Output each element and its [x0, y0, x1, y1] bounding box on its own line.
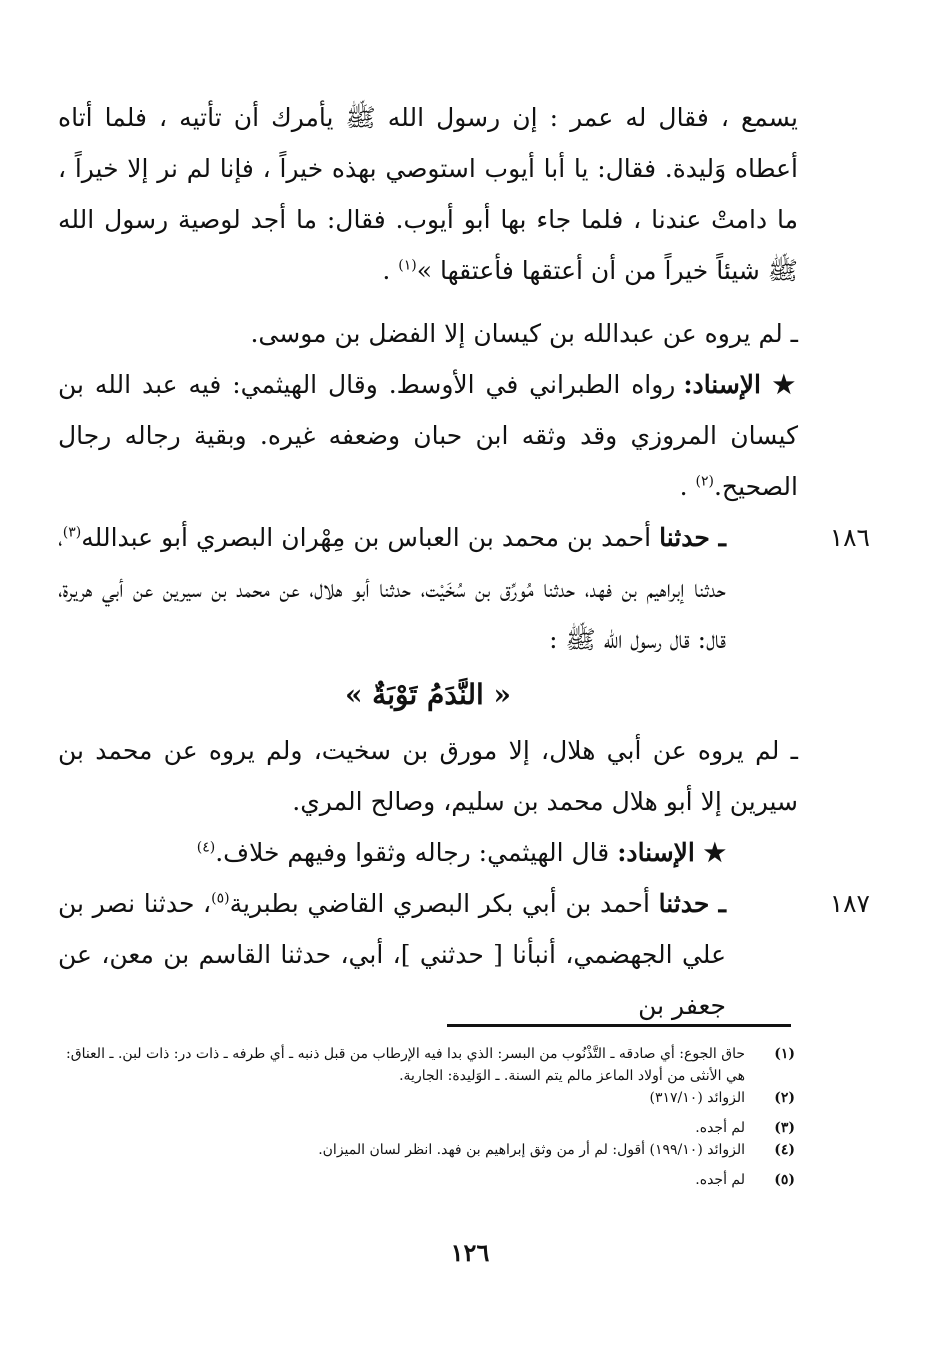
page-number: ١٢٦ [450, 1238, 490, 1267]
hadith-number: ١٨٦ [829, 523, 870, 552]
footnote-number: (٢) [774, 1090, 795, 1106]
isnad-label: ★ الإسناد: [617, 838, 726, 867]
footnote-item [55, 1117, 795, 1139]
hadith-186-note: ـ لم يروه عن أبي هلال، إلا مورق بن سخيت، ولم يروه عن محمد بن سيرين إلا أبو هلال محمد بن سليم، وصالح المري. [58, 736, 798, 816]
hadith-text: أحمد بن محمد بن العباس بن مِهْران البصري أبو عبدالله [81, 523, 660, 552]
opening-paragraph-text: يسمع ، فقال له عمر : إن رسول الله ﷺ يأمرك أن تأتيه ، فلما أتاه أعطاه وَليدة. فقال: يا أبا أيوب استوصي بهذه خيراً ، فإنا لم نر إلا خيراً ، ما دامتْ عندنا ، فلما جاء بها أبو أيوب. فقال: ما أجد لوصية رسول الله ﷺ شيئاً خيراً من أن أعتقها فأعتقها » [58, 103, 798, 285]
hadith-186 [58, 512, 870, 665]
opening-paragraph [58, 92, 798, 296]
opening-paragraph-end: . [382, 256, 399, 285]
isnad-note-2 [58, 827, 798, 878]
footnote-ref-4: (٤) [196, 839, 216, 856]
footnote-text: لم أجده. [695, 1120, 745, 1136]
footnote-ref-5: (٥) [211, 890, 230, 907]
footnote-number: (٥) [774, 1172, 795, 1188]
hadith-187 [58, 878, 870, 1031]
transmission-note: ـ لم يروه عن عبدالله بن كيسان إلا الفضل بن موسى. [250, 319, 798, 348]
footnotes [55, 1043, 795, 1191]
footnote-ref-1: (١) [398, 257, 417, 274]
footnote-ref-3: (٣) [62, 524, 82, 541]
footnote-number: (٤) [774, 1142, 795, 1158]
footnote-text: حاق الجوع: أي صادقه ـ التَّذْنُوب من البسر: الذي بدا فيه الإرطاب من قبل ذنبه ـ أي طرفه ـ ذات در: ذات لبن. ـ العناق: هي الأنثى من أولاد الماعز مالم يتم السنة. ـ الوَليدة: الجارية. [65, 1046, 745, 1084]
isnad-text: رواه الطبراني في الأوسط. وقال الهيثمي: فيه عبد الله بن كيسان المروزي وقد وثقه ابن حبان وضعفه غيره. وبقية رجاله رجال الصحيح. [58, 370, 798, 501]
hadith-label: ـ حدثنا [658, 889, 726, 918]
footnote-text: الزوائد (٣١٧/١٠) [649, 1090, 745, 1106]
spacer [55, 1109, 795, 1117]
hadith-text-continued: ، حدثنا إبراهيم بن فهد، حدثنا مُورِّق بن سُخَيْت، حدثنا أبو هلال، عن محمد بن سيرين عن أبي هريرة، قال: قال رسول الله ﷺ : [58, 523, 726, 654]
footnote-item [55, 1043, 795, 1087]
hadith-text: أحمد بن أبي بكر البصري القاضي بطبرية [229, 889, 659, 918]
isnad-label: ★ الإسناد: [683, 370, 798, 399]
isnad-note-1 [58, 359, 798, 512]
hadith-number: ١٨٧ [829, 889, 870, 918]
footnote-divider [447, 1024, 791, 1027]
hadith-label: ـ حدثنا [659, 523, 726, 552]
spacer [55, 1161, 795, 1169]
footnote-text: لم أجده. [695, 1172, 745, 1188]
footnote-item [55, 1139, 795, 1161]
footnote-number: (٣) [774, 1120, 795, 1136]
footnote-ref-2: (٢) [695, 473, 714, 490]
spacer [58, 296, 798, 308]
isnad-text: قال الهيثمي: رجاله وثقوا وفيهم خلاف. [215, 838, 618, 867]
isnad-end: . [679, 472, 696, 501]
footnote-item [55, 1087, 795, 1109]
main-text [58, 92, 870, 1031]
footnote-text: الزوائد (١٩٩/١٠) أقول: لم أر من وثق إبراهيم بن فهد. انظر لسان الميزان. [318, 1142, 745, 1158]
hadith-186-quote: « النَّدَمُ تَوْبَةٌ » [344, 678, 512, 711]
footnote-item [55, 1169, 795, 1191]
hadith-text-continued: ، حدثنا نصر بن علي الجهضمي، أنبأنا [ حدثني ]، أبي، حدثنا القاسم بن معن، عن جعفر بن [58, 889, 726, 1020]
footnote-number: (١) [774, 1046, 795, 1062]
